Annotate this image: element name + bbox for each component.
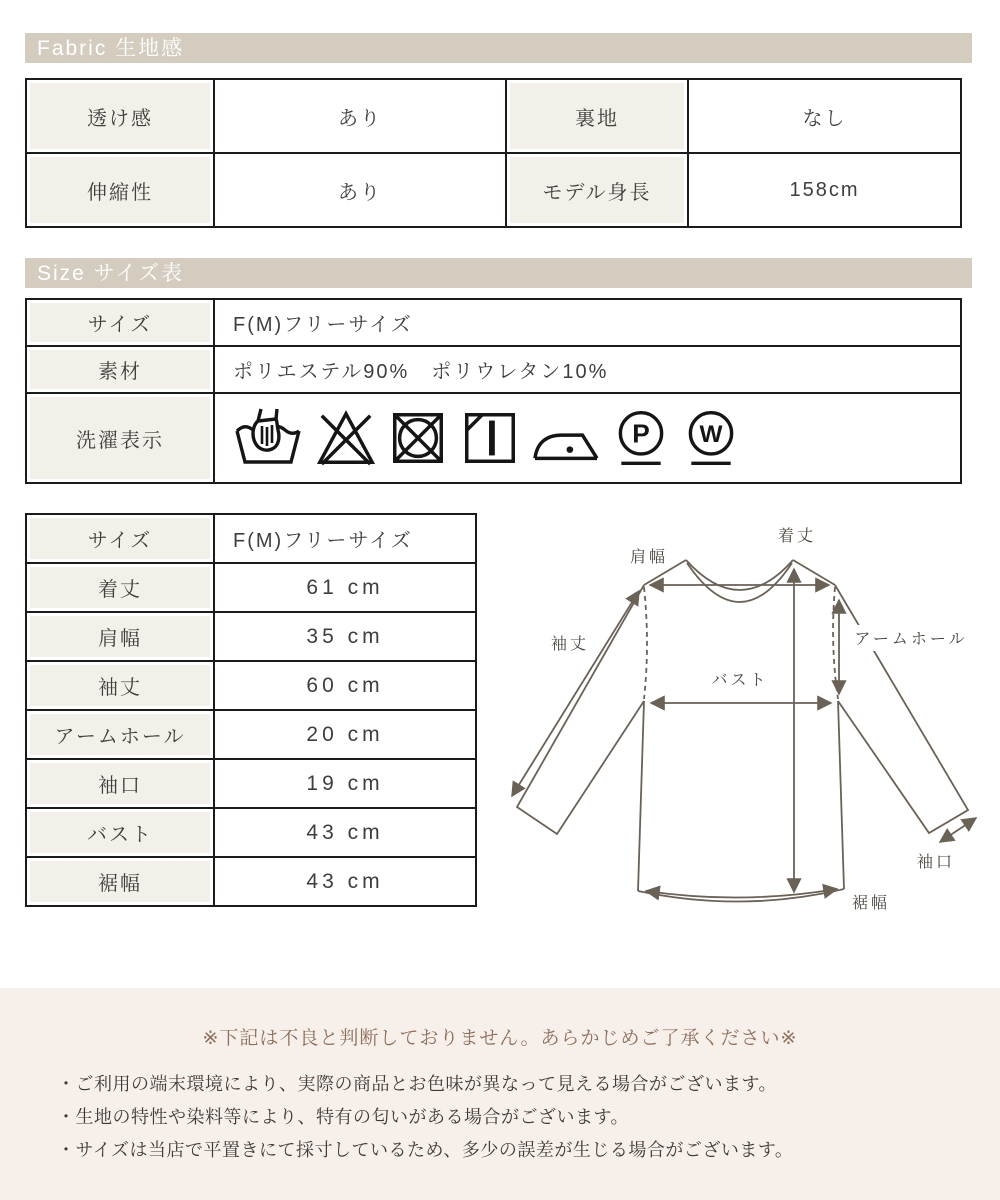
line-dry-in-shade-icon <box>459 407 521 469</box>
measure-label-hem: 裾幅 <box>26 857 214 906</box>
table-row <box>26 153 961 227</box>
notice-title: ※下記は不良と判断しておりません。あらかじめご了承ください※ <box>202 1028 798 1049</box>
fabric-value-model-height: 158cm <box>688 153 961 227</box>
table-row <box>26 514 476 563</box>
fabric-table <box>25 78 962 228</box>
fabric-value-lining: なし <box>688 79 961 153</box>
diagram-label-body-length: 着丈 <box>777 528 817 545</box>
measure-value-armhole: 20 cm <box>214 710 476 759</box>
fabric-label-model-height: モデル身長 <box>506 153 688 227</box>
diagram-label-shoulder-width: 肩幅 <box>629 549 669 566</box>
table-row <box>26 808 476 857</box>
measure-header-value: F(M)フリーサイズ <box>214 514 476 563</box>
diagram-label-armhole: アームホール <box>854 631 968 648</box>
table-row <box>26 393 961 483</box>
notice-item: ・サイズは当店で平置きにて採寸しているため、多少の誤差が生じる場合がございます。 <box>57 1140 794 1160</box>
do-not-bleach-icon <box>315 407 377 469</box>
notice-item: ・生地の特性や染料等により、特有の匂いがある場合がございます。 <box>57 1107 630 1127</box>
hand-wash-icon <box>231 407 305 469</box>
measure-label-length: 着丈 <box>26 563 214 612</box>
laundry-care-icons <box>216 407 959 469</box>
measure-label-shoulder: 肩幅 <box>26 612 214 661</box>
diagram-label-bust: バスト <box>711 672 769 689</box>
measure-label-bust: バスト <box>26 808 214 857</box>
measure-value-length: 61 cm <box>214 563 476 612</box>
table-row <box>26 612 476 661</box>
wet-clean-w-icon <box>681 407 741 469</box>
table-row <box>26 759 476 808</box>
svg-text:P: P <box>632 418 650 449</box>
size-label: サイズ <box>26 299 214 346</box>
care-label: 洗濯表示 <box>26 393 214 483</box>
fabric-label-sheerness: 透け感 <box>26 79 214 153</box>
table-row <box>26 299 961 346</box>
table-row <box>26 857 476 906</box>
table-row <box>26 710 476 759</box>
measure-label-armhole: アームホール <box>26 710 214 759</box>
measure-value-shoulder: 35 cm <box>214 612 476 661</box>
fabric-section-header: Fabric 生地感 <box>25 33 972 63</box>
fabric-label-lining: 裏地 <box>506 79 688 153</box>
dry-clean-p-icon <box>611 407 671 469</box>
svg-text:W: W <box>699 420 723 448</box>
diagram-label-sleeve-length: 袖丈 <box>550 636 590 653</box>
measure-value-cuff: 19 cm <box>214 759 476 808</box>
table-row <box>26 563 476 612</box>
size-info-table <box>25 298 962 484</box>
diagram-label-hem-width: 裾幅 <box>851 895 891 912</box>
fabric-value-sheerness: あり <box>214 79 506 153</box>
fabric-label-stretch: 伸縮性 <box>26 153 214 227</box>
measurement-table <box>25 513 477 907</box>
notice-item: ・ご利用の端末環境により、実際の商品とお色味が異なって見える場合がございます。 <box>57 1074 778 1094</box>
size-value: F(M)フリーサイズ <box>214 299 961 346</box>
table-row <box>26 661 476 710</box>
measure-value-bust: 43 cm <box>214 808 476 857</box>
diagram-label-cuff: 袖口 <box>916 854 956 871</box>
measure-value-sleeve: 60 cm <box>214 661 476 710</box>
measure-value-hem: 43 cm <box>214 857 476 906</box>
do-not-tumble-dry-icon <box>387 407 449 469</box>
material-label: 素材 <box>26 346 214 393</box>
size-section-header: Size サイズ表 <box>25 258 972 288</box>
measure-header-label: サイズ <box>26 514 214 563</box>
measure-label-cuff: 袖口 <box>26 759 214 808</box>
material-value: ポリエステル90% ポリウレタン10% <box>214 346 961 393</box>
table-row <box>26 79 961 153</box>
measure-label-sleeve: 袖丈 <box>26 661 214 710</box>
iron-low-heat-icon <box>531 407 601 469</box>
notice-list <box>57 1068 1000 1167</box>
notice-section <box>0 988 1000 1200</box>
table-row <box>26 346 961 393</box>
garment-diagram <box>488 513 988 933</box>
fabric-value-stretch: あり <box>214 153 506 227</box>
